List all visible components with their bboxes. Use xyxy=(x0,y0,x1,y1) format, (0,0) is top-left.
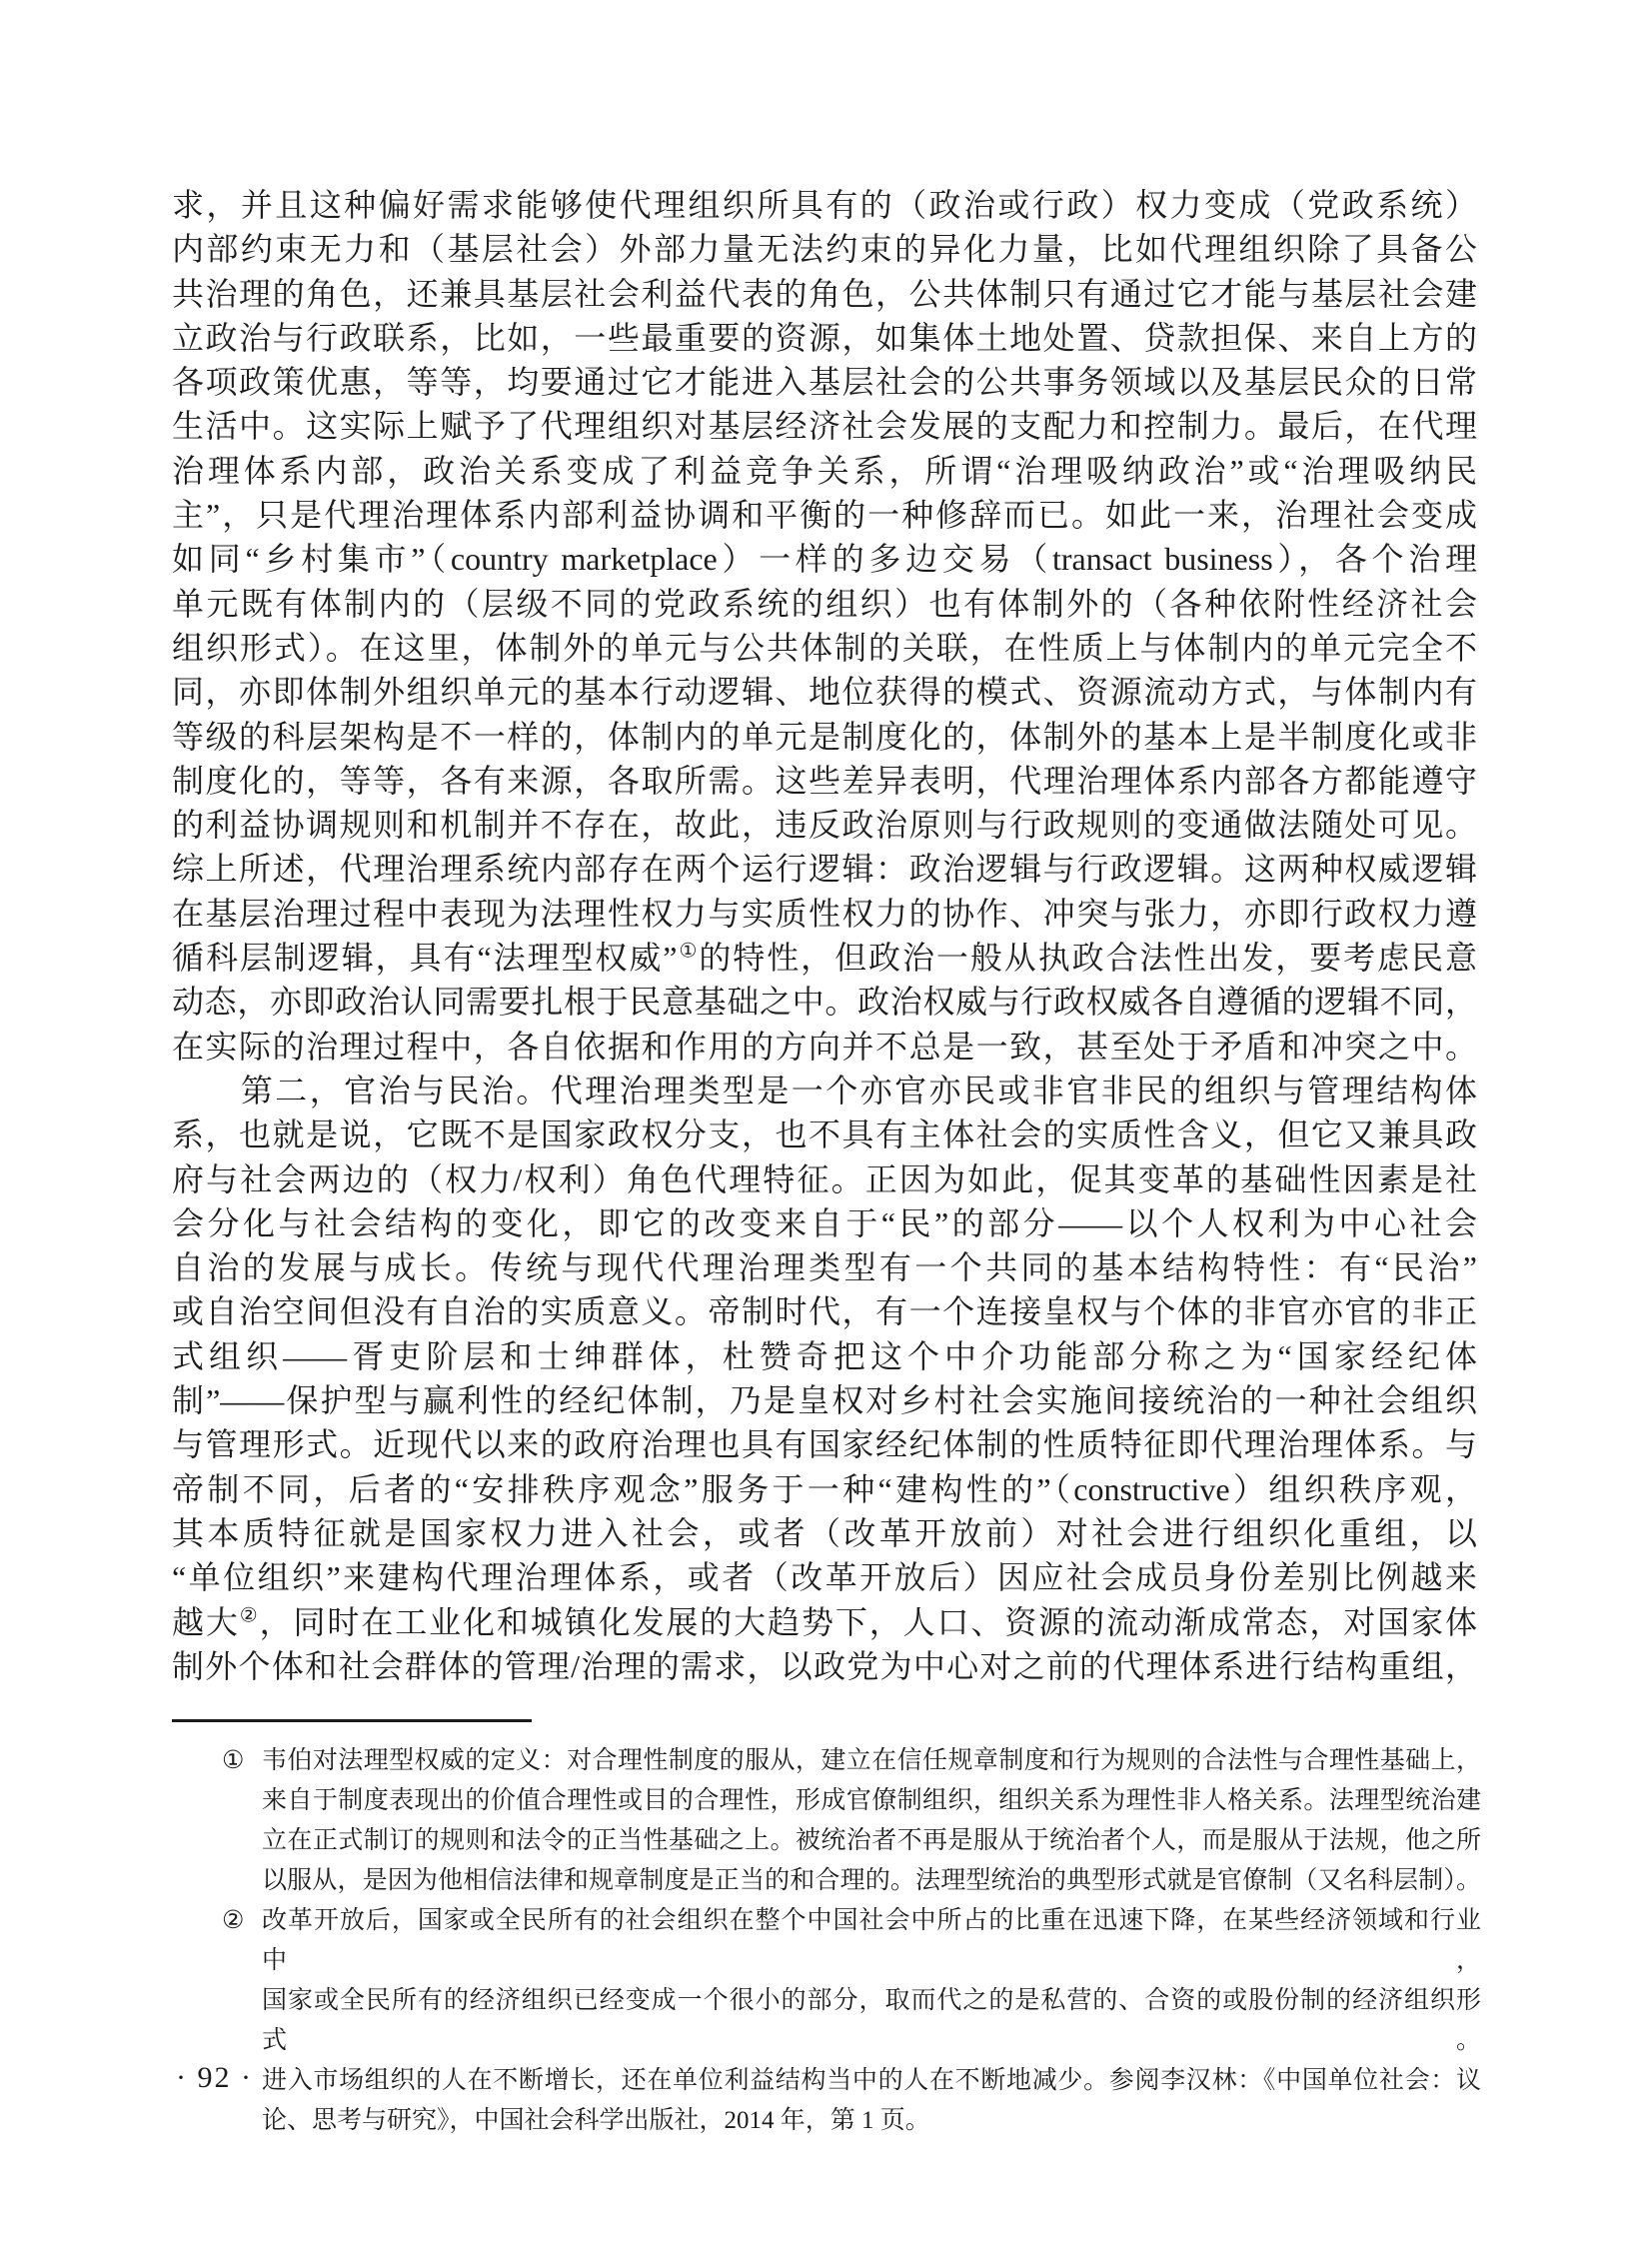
text-line: 动态，亦即政治认同需要扎根于民意基础之中。政治权威与行政权威各自遵循的逻辑不同， xyxy=(172,984,1477,1021)
text-line: 单元既有体制内的（层级不同的党政系统的组织）也有体制外的（各种依附性经济社会 xyxy=(172,585,1477,622)
footnote-line: 立在正式制订的规则和法令的正当性基础之上。被统治者不再是服从于统治者个人，而是服从于法规，他之所 xyxy=(262,1827,1481,1854)
footnote-marker: ② xyxy=(222,1907,245,1934)
footnote-line: 改革开放后，国家或全民所有的社会组织在整个中国社会中所占的比重在迅速下降，在某些经济领域和行业中， xyxy=(262,1907,1481,1974)
text-line xyxy=(172,936,1477,980)
text-line: 帝制不同，后者的“安排秩序观念”服务于一种“建构性的”（constructive）组织秩序观， xyxy=(172,1470,1477,1507)
text-line: 治理体系内部，政治关系变成了利益竞争关系，所谓“治理吸纳政治”或“治理吸纳民 xyxy=(172,452,1477,489)
footnote-ref-1: ① xyxy=(677,940,700,963)
footnote-marker: ① xyxy=(222,1747,245,1774)
text-line: 式组织——胥吏阶层和士绅群体，杜赞奇把这个中介功能部分称之为“国家经纪体 xyxy=(172,1337,1477,1374)
text-line: 会分化与社会结构的变化，即它的改变来自于“民”的部分——以个人权利为中心社会 xyxy=(172,1204,1477,1241)
text-segment: 越大 xyxy=(172,1603,240,1640)
text-line: 综上所述，代理治理系统内部存在两个运行逻辑：政治逻辑与行政逻辑。这两种权威逻辑 xyxy=(172,851,1477,888)
footnote-2 xyxy=(222,1901,1481,2141)
text-line: 在基层治理过程中表现为法理性权力与实质性权力的协作、冲突与张力，亦即行政权力遵 xyxy=(172,895,1477,932)
text-line: 与管理形式。近现代以来的政府治理也具有国家经纪体制的性质特征即代理治理体系。与 xyxy=(172,1426,1477,1463)
text-line: 府与社会两边的（权力/权利）角色代理特征。正因为如此，促其变革的基础性因素是社 xyxy=(172,1160,1477,1197)
page-number: · 92 · xyxy=(176,2061,253,2094)
footnote-ref-2: ② xyxy=(239,1603,260,1626)
text-segment: 循科层制逻辑，具有“法理型权威” xyxy=(172,940,678,977)
text-line: 的利益协调规则和机制并不存在，故此，违反政治原则与行政规则的变通做法随处可见。 xyxy=(172,807,1477,844)
text-line: 制度化的，等等，各有来源，各取所需。这些差异表明，代理治理体系内部各方都能遵守 xyxy=(172,762,1477,799)
text-line: 制”——保护型与赢利性的经纪体制，乃是皇权对乡村社会实施间接统治的一种社会组织 xyxy=(172,1382,1477,1419)
body-text xyxy=(172,183,1477,1688)
footnote-line: 论、思考与研究》，中国社会科学出版社，2014 年，第 1 页。 xyxy=(262,2107,930,2134)
text-line: 或自治空间但没有自治的实质意义。帝制时代，有一个连接皇权与个体的非官亦官的非正 xyxy=(172,1293,1477,1330)
text-line: 同，亦即体制外组织单元的基本行动逻辑、地位获得的模式、资源流动方式，与体制内有 xyxy=(172,674,1477,711)
footnote-1 xyxy=(222,1741,1481,1901)
footnote-line: 国家或全民所有的经济组织已经变成一个很小的部分，取而代之的是私营的、合资的或股份制的经济组织形式。 xyxy=(262,1987,1481,2054)
text-line: “单位组织”来建构代理治理体系，或者（改革开放后）因应社会成员身份差别比例越来 xyxy=(172,1559,1477,1596)
text-line: 在实际的治理过程中，各自依据和作用的方向并不总是一致，甚至处于矛盾和冲突之中。 xyxy=(172,1028,1477,1065)
text-line: 立政治与行政联系，比如，一些最重要的资源，如集体土地处置、贷款担保、来自上方的 xyxy=(172,319,1477,356)
footnote-line: 以服从，是因为他相信法律和规章制度是正当的和合理的。法理型统治的典型形式就是官僚制（又名科层制）。 xyxy=(262,1867,1481,1894)
text-line: 组织形式）。在这里，体制外的单元与公共体制的关联，在性质上与体制内的单元完全不 xyxy=(172,629,1477,666)
footnote-line: 进入市场组织的人在不断增长，还在单位利益结构当中的人在不断地减少。参阅李汉林：《中国单位社会：议 xyxy=(262,2067,1481,2094)
text-line: 主”，只是代理治理体系内部利益协调和平衡的一种修辞而已。如此一来，治理社会变成 xyxy=(172,497,1477,534)
text-line: 内部约束无力和（基层社会）外部力量无法约束的异化力量，比如代理组织除了具备公 xyxy=(172,231,1477,268)
text-line: 共治理的角色，还兼具基层社会利益代表的角色，公共体制只有通过它才能与基层社会建 xyxy=(172,275,1477,312)
text-line: 生活中。这实际上赋予了代理组织对基层经济社会发展的支配力和控制力。最后，在代理 xyxy=(172,408,1477,445)
text-line: 其本质特征就是国家权力进入社会，或者（改革开放前）对社会进行组织化重组，以 xyxy=(172,1514,1477,1551)
text-line: 如同“乡村集市”（country marketplace）一样的多边交易（transact business），各个治理 xyxy=(172,541,1477,578)
text-line: 第二，官治与民治。代理治理类型是一个亦官亦民或非官非民的组织与管理结构体 xyxy=(172,1072,1477,1109)
text-segment: 的特性，但政治一般从执政合法性出发，要考虑民意 xyxy=(699,940,1477,977)
text-line xyxy=(172,1600,1477,1644)
text-line: 制外个体和社会群体的管理/治理的需求，以政党为中心对之前的代理体系进行结构重组， xyxy=(172,1647,1477,1684)
text-line: 等级的科层架构是不一样的，体制内的单元是制度化的，体制外的基本上是半制度化或非 xyxy=(172,718,1477,755)
text-line: 自治的发展与成长。传统与现代代理治理类型有一个共同的基本结构特性：有“民治” xyxy=(172,1249,1477,1286)
footnote-separator-rule xyxy=(172,1719,532,1722)
footnote-line: 来自于制度表现出的价值合理性或目的合理性，形成官僚制组织，组织关系为理性非人格关系。法理型统治建 xyxy=(262,1787,1481,1814)
footnote-line: 韦伯对法理型权威的定义：对合理性制度的服从，建立在信任规章制度和行为规则的合法性与合理性基础上， xyxy=(262,1747,1481,1774)
text-line: 系，也就是说，它既不是国家政权分支，也不具有主体社会的实质性含义，但它又兼具政 xyxy=(172,1117,1477,1153)
text-segment: ，同时在工业化和城镇化发展的大趋势下，人口、资源的流动渐成常态，对国家体 xyxy=(259,1603,1477,1640)
text-line: 求，并且这种偏好需求能够使代理组织所具有的（政治或行政）权力变成（党政系统） xyxy=(172,187,1477,223)
text-line: 各项政策优惠，等等，均要通过它才能进入基层社会的公共事务领域以及基层民众的日常 xyxy=(172,364,1477,401)
footnotes-section xyxy=(222,1741,1481,2141)
